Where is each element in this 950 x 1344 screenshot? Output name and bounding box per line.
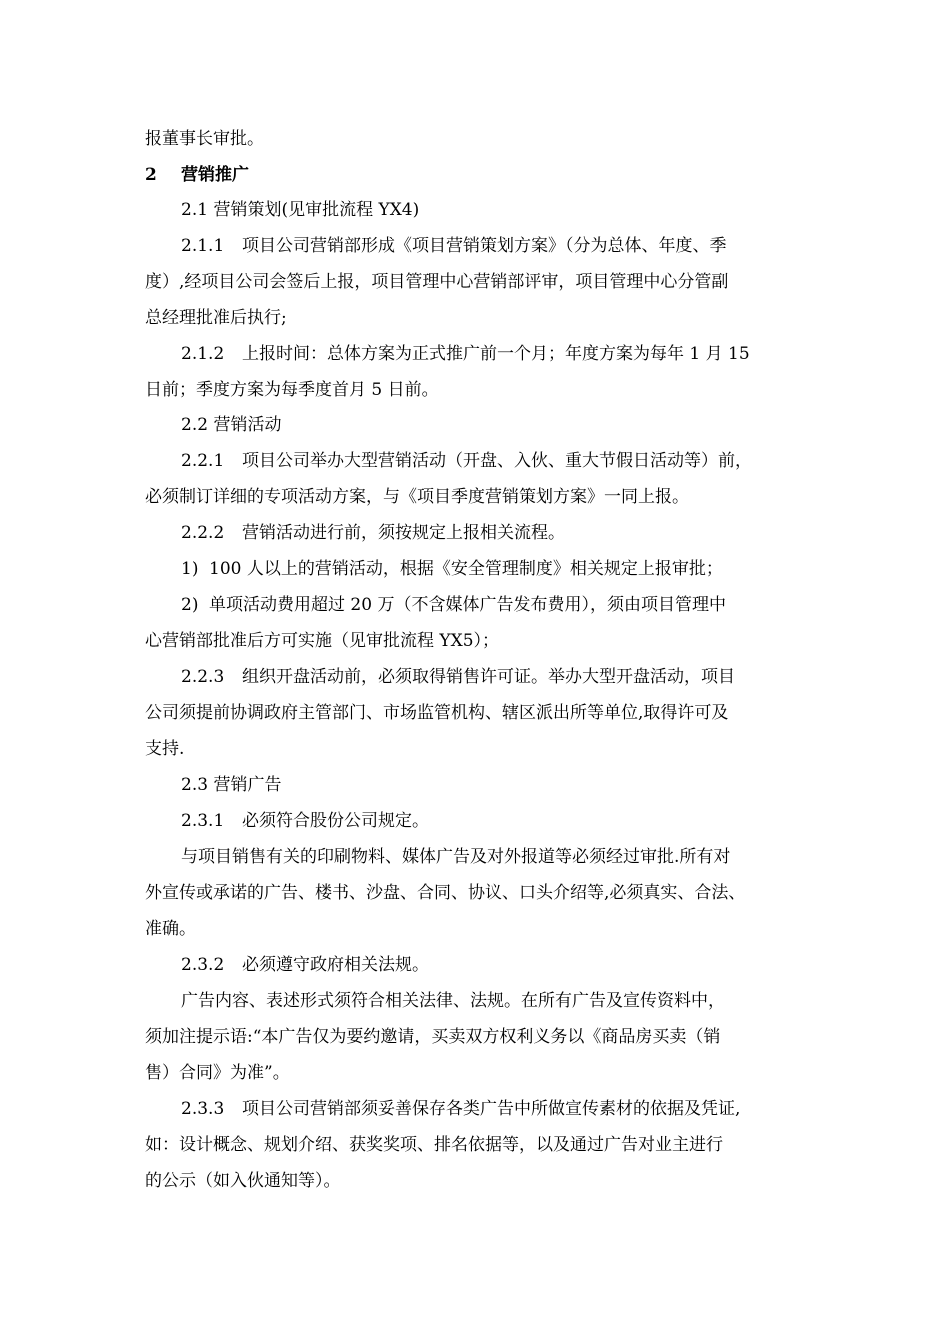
paragraph-line: 度）,经项目公司会签后上报，项目管理中心营销部评审，项目管理中心分管副 (145, 272, 729, 292)
clause-line: 2.3.3 项目公司营销部须妥善保存各类广告中所做宣传素材的依据及凭证, (181, 1099, 741, 1119)
paragraph-line: 广告内容、表述形式须符合相关法律、法规。在所有广告及宣传资料中， (181, 991, 725, 1011)
paragraph-line: 的公示（如入伙通知等）。 (145, 1171, 341, 1191)
paragraph-line: 须加注提示语:“本广告仅为要约邀请，买卖双方权利义务以《商品房买卖（销 (145, 1027, 721, 1047)
paragraph-line: 心营销部批准后方可实施（见审批流程 YX5）； (145, 631, 500, 651)
paragraph-line: 总经理批准后执行; (145, 308, 287, 328)
paragraph-line: 报董事长审批。 (145, 129, 264, 149)
clause-number: 2.1.1 (181, 236, 225, 256)
list-item: 1) 100 人以上的营销活动，根据《安全管理制度》相关规定上报审批； (181, 559, 723, 579)
clause-line: 2.2.3 组织开盘活动前，必须取得销售许可证。举办大型开盘活动，项目 (181, 667, 735, 687)
clause-line: 2.2.1 项目公司举办大型营销活动（开盘、入伙、重大节假日活动等）前， (181, 451, 752, 471)
section-title: 营销推广 (181, 165, 249, 185)
subsection-heading: 2.1 营销策划(见审批流程 YX4) (181, 200, 420, 220)
section-number: 2 (145, 165, 157, 185)
clause-line: 2.1.1 项目公司营销部形成《项目营销策划方案》（分为总体、年度、季 (181, 236, 727, 256)
clause-line: 2.1.2 上报时间：总体方案为正式推广前一个月；年度方案为每年 1 月 15 (181, 344, 750, 364)
list-marker: 1) (181, 559, 199, 579)
clause-number: 2.2.3 (181, 667, 225, 687)
paragraph-line: 公司须提前协调政府主管部门、市场监管机构、辖区派出所等单位,取得许可及 (145, 703, 729, 723)
paragraph-line: 必须制订详细的专项活动方案，与《项目季度营销策划方案》一同上报。 (145, 487, 689, 507)
clause-number: 2.3.2 (181, 955, 225, 975)
list-marker: 2) (181, 595, 199, 615)
paragraph-line: 如：设计概念、规划介绍、获奖奖项、排名依据等，以及通过广告对业主进行 (145, 1135, 723, 1155)
paragraph-line: 准确。 (145, 919, 196, 939)
clause-line: 2.2.2 营销活动进行前，须按规定上报相关流程。 (181, 523, 565, 543)
clause-line: 2.3.2 必须遵守政府相关法规。 (181, 955, 429, 975)
clause-number: 2.3.3 (181, 1099, 225, 1119)
paragraph-line: 支持. (145, 739, 185, 759)
list-item: 2) 单项活动费用超过 20 万（不含媒体广告发布费用），须由项目管理中 (181, 595, 726, 615)
paragraph-line: 与项目销售有关的印刷物料、媒体广告及对外报道等必须经过审批.所有对 (181, 847, 731, 867)
clause-line: 2.3.1 必须符合股份公司规定。 (181, 811, 429, 831)
clause-number: 2.2.2 (181, 523, 225, 543)
paragraph-line: 外宣传或承诺的广告、楼书、沙盘、合同、协议、口头介绍等,必须真实、合法、 (145, 883, 746, 903)
paragraph-line: 日前；季度方案为每季度首月 5 日前。 (145, 380, 439, 400)
clause-number: 2.2.1 (181, 451, 225, 471)
subsection-heading: 2.2 营销活动 (181, 415, 282, 435)
clause-number: 2.3.1 (181, 811, 225, 831)
section-heading (145, 163, 249, 187)
clause-number: 2.1.2 (181, 344, 225, 364)
subsection-heading: 2.3 营销广告 (181, 775, 282, 795)
paragraph-line: 售）合同》为准”。 (145, 1063, 290, 1083)
